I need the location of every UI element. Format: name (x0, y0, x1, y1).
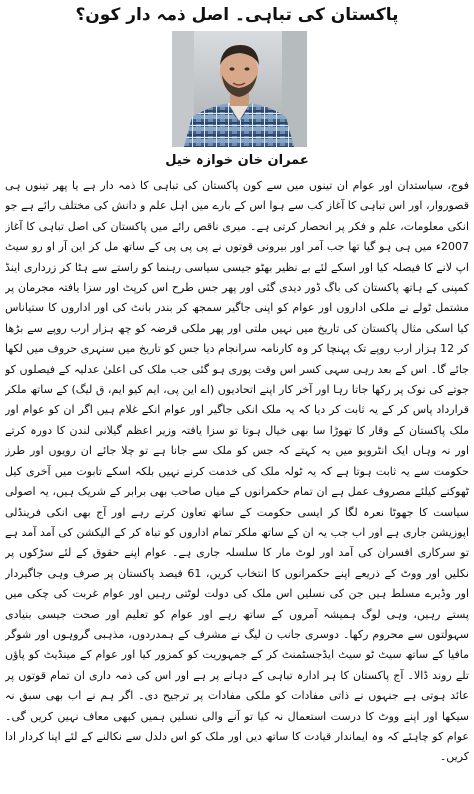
author-portrait-image (172, 31, 307, 147)
article-body-text: فوج، سیاستدان اور عوام ان تینوں میں سے کون پاکستان کی تباہی کا ذمہ دار ہے یا پھر تینوں ہی قصوروار، اور اس تباہی کا آغاز کب سے ہوا اس کے بارے میں اہل علم و دانش کی مختلف رائے ہے جو انکی معلومات، علم و فکر پر انحصار کرتی ہے۔ میری ناقص رائے میں پاکستان کی اصل تباہی کا آغاز 2007ء میں ہی ہو گیا تھا جب آمر اور بیرونی قوتوں نے پی پی پی کے ساتھ مل کر این آر او رو سیٹ اپ لانے کا فیصلہ کیا اور اسکے لئے بے نظیر بھٹو جیسی سیاسی رہنما کو راستے سے ہٹا کر زرداری اینڈ کمپنی کے ہاتھ پاکستان کی باگ ڈور دیدی گئی اور پھر جس طرح اس کرپٹ اور سزا یافتہ مجرمان پر مشتمل ٹولے نے ملکی اداروں اور عوام کو اپنی جاگیر سمجھ کر بندر بانٹ کی اور اداروں کا ستیاناس کیا اسکی مثال پاکستان کی تاریخ میں نہیں ملتی اور پھر ملکی قرضہ کو چھ ہزار ارب روپے سے بڑھا کر 12 ہزار ارب روپے تک پہنچا کر وہ کارنامہ سرانجام دیا جس کو تاریخ میں سنہری حروف میں لکھا جائے گا۔ اس کے بعد رہی سہی کسر اس وقت پوری ہو گئی جب ملک کی اعلیٰ عدلیہ کے فیصلوں کو جوتے کی نوک پر رکھا جاتا رہا اور آخر کار اپنے اتحادیوں (اے این پی، ایم کیو ایم، ق لیگ) کے ساتھ ملکر قرارداد پاس کر کے یہ ثابت کر دیا کہ یہ ملک انکی جاگیر اور عوام انکے غلام ہیں اگر ان کو عوام اور ملک پاکستان کے وقار کا تھوڑا سا بھی خیال ہوتا تو سزا یافتہ وزیر اعظم گیلانی لندن کا دورہ کرتے اور نہ وہاں ایک انٹرویو میں یہ کہتے کہ جس کو ملک سے جانا ہے تو چلا جائے ان رویوں اور طرز حکومت سے یہ ثابت ہوتا ہے کہ یہ ٹولہ ملک کی خدمت کرنے نہیں بلکہ اسکے تابوت میں آخری کیل ٹھوکنے کیلئے مصروف عمل ہے ان تمام حکمرانوں کے میاں صاحب بھی برابر کے شریک ہیں، یہ اصولی سیاست کا جھوٹا نعرہ لگا کر ایسی حکومت کے ساتھ تعاون کرتے رہے اور آج بھی انکی فرینڈلی اپوزیشن جاری ہے اور اب جب یہ ان کے ساتھ ملکر تمام اداروں کو تباہ کر کے الیکشن کی آمد آمد ہے تو سرکاری افسران کی آمد اور لوٹ مار کا سلسلہ جاری ہے۔ عوام اپنے حقوق کے لئے سڑکوں پر نکلیں اور ووٹ کے ذریعے اپنے حکمرانوں کا انتخاب کریں، 61 فیصد پاکستان پر صرف وہی جاگیردار اور وڈیرے مسلط ہیں جن کی نسلیں اس ملک کی دولت لوٹتی رہیں اور عوام غربت کی چکی میں پستے رہیں، وہی لوگ ہمیشہ آمروں کے ساتھ رہے اور عوام کو تعلیم اور صحت جیسی بنیادی سہولتوں سے محروم رکھا۔ دوسری جانب ن لیگ نے مشرف کے ہمدردوں، مذہبی گروہوں اور شوگر مافیا کے ساتھ سیٹ ٹو سیٹ ایڈجسٹمنٹ کر کے جمہوریت کو کمزور کیا اور عوام کے مینڈیٹ کو پاؤں تلے روند ڈالا۔ آج پاکستان کا ہر ادارہ تباہی کے دہانے پر ہے اور اس کی ذمہ داری ان تمام قوتوں پر عائد ہوتی ہے جنہوں نے ذاتی مفادات کو ملکی مفادات پر ترجیح دی۔ اگر ہم نے اب بھی سبق نہ سیکھا اور اپنے ووٹ کا درست استعمال نہ کیا تو آنے والی نسلیں ہمیں کبھی معاف نہیں کریں گی۔ عوام کو چاہئے کہ وہ ایماندار قیادت کا ساتھ دیں اور ملک کو اس دلدل سے نکالنے کے لئے اپنا کردار ادا کریں۔ (5, 179, 469, 764)
author-photo (172, 31, 307, 147)
article-body (5, 176, 469, 788)
author-name: عمران خان خوازہ خیل (165, 153, 309, 168)
article-headline: پاکستان کی تباہی۔ اصل ذمہ دار کون؟ (75, 5, 399, 25)
